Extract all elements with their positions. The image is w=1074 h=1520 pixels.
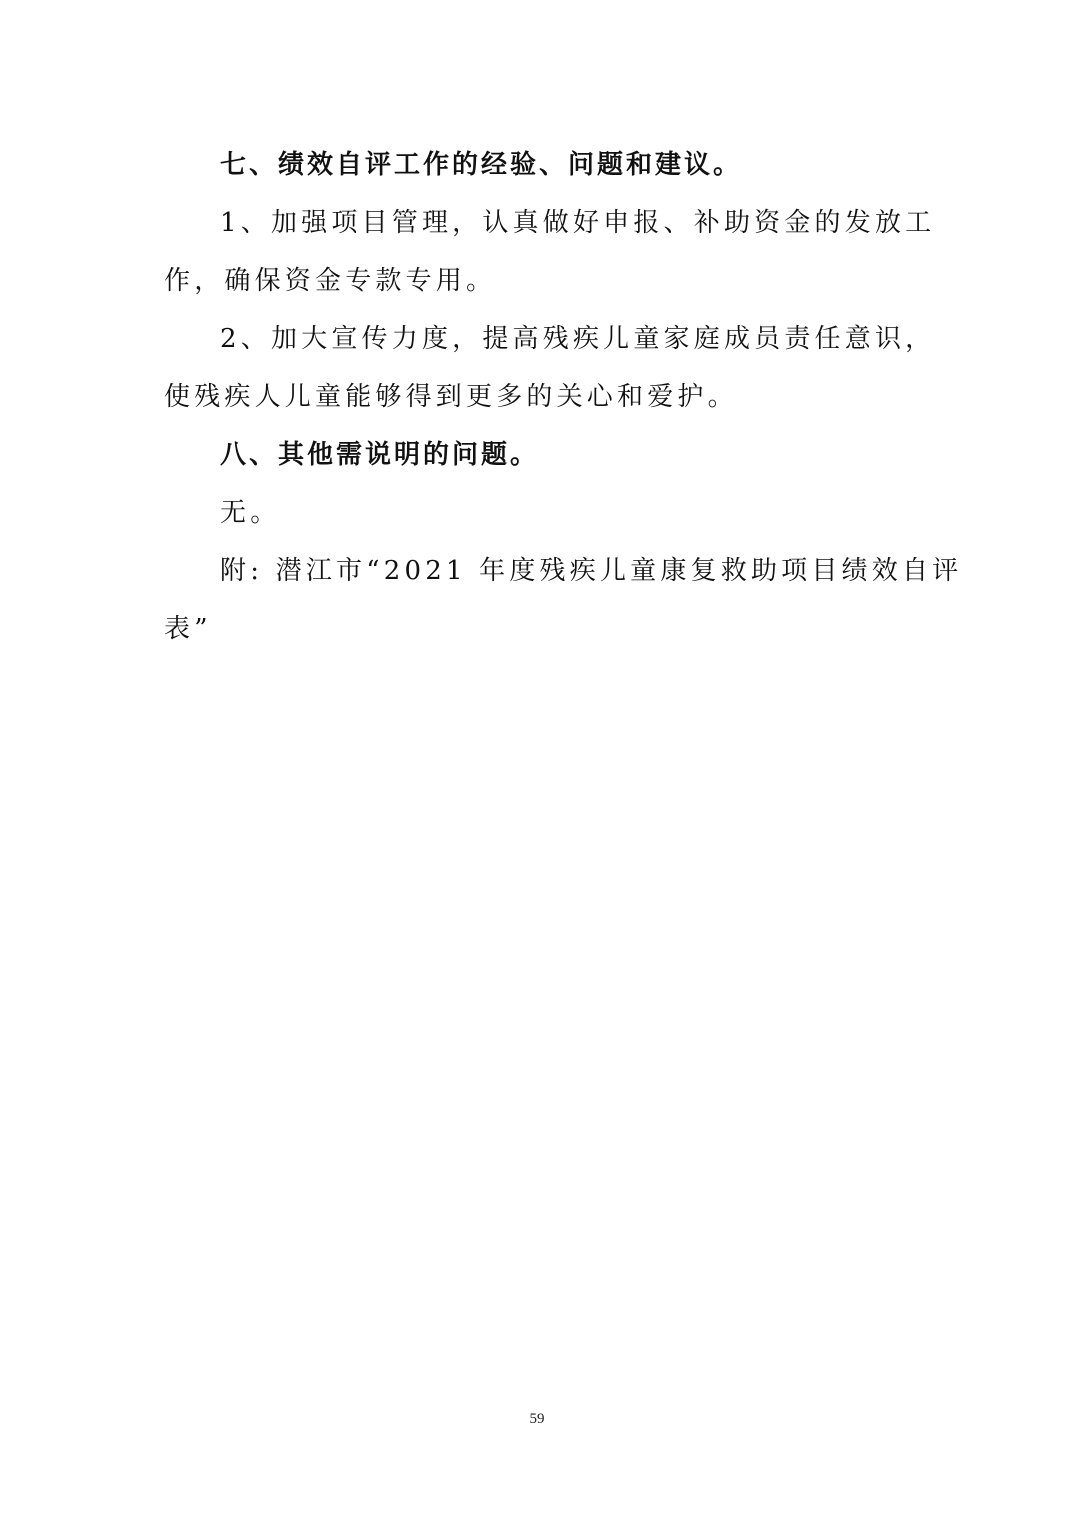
attachment-note-line-1: 附: 潜江市“2021 年度残疾儿童康复救助项目绩效自评 [220, 556, 963, 586]
paragraph-2-line-1: 2、加大宣传力度，提高残疾儿童家庭成员责任意识， [220, 324, 936, 354]
paragraph-2-line-2: 使残疾人儿童能够得到更多的关心和爱护。 [164, 382, 738, 412]
paragraph-1-line-1: 1、加强项目管理，认真做好申报、补助资金的发放工 [220, 208, 936, 238]
document-body [164, 136, 963, 658]
page-number: 59 [529, 1411, 545, 1427]
paragraph-1-line-2: 作，确保资金专款专用。 [164, 266, 497, 296]
section-heading-7: 七、绩效自评工作的经验、问题和建议。 [220, 150, 743, 180]
section-heading-8: 八、其他需说明的问题。 [220, 440, 540, 470]
paragraph-none: 无。 [220, 498, 281, 528]
attachment-note-line-2: 表” [164, 614, 212, 644]
